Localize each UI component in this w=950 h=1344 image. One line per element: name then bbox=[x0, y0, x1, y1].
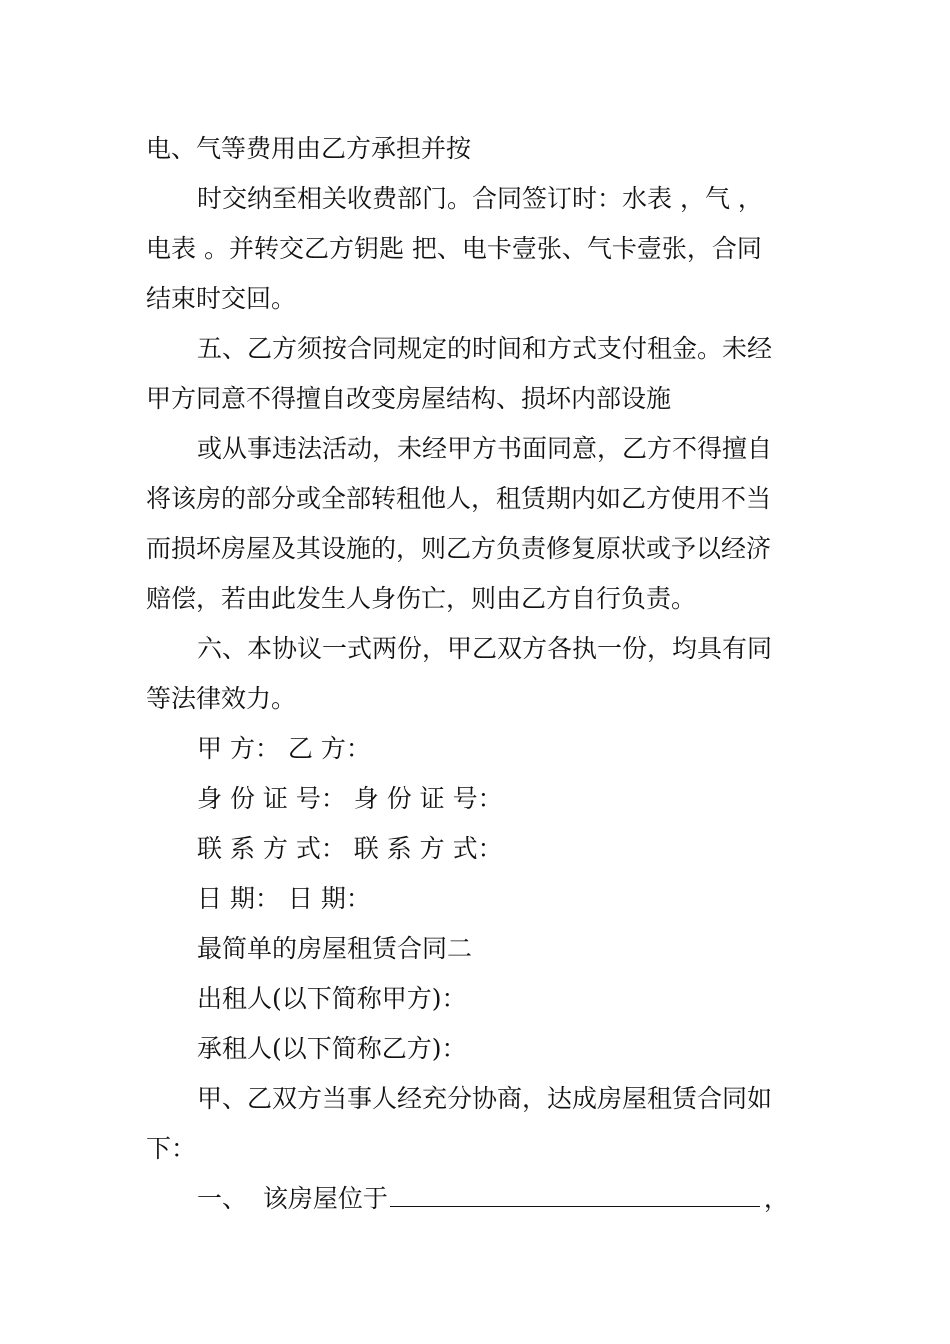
clause-five-line-6: 赔偿，若由此发生人身伤亡，则由乙方自行负责。 bbox=[146, 584, 697, 613]
signature-date-line: 日 期： 日 期： bbox=[197, 884, 371, 913]
contract-two-title: 最简单的房屋租赁合同二 bbox=[197, 934, 473, 963]
clause-five-line-3: 或从事违法活动，未经甲方书面同意，乙方不得擅自 bbox=[197, 434, 773, 463]
signature-contact-line: 联 系 方 式： 联 系 方 式： bbox=[197, 834, 503, 863]
text-line-1: 电、气等费用由乙方承担并按 bbox=[146, 134, 472, 163]
text-line-3: 电表 。并转交乙方钥匙 把、电卡壹张、气卡壹张，合同 bbox=[146, 234, 762, 263]
lessor-line: 出租人(以下简称甲方)： bbox=[197, 984, 467, 1013]
clause-five-line-4: 将该房的部分或全部转租他人，租赁期内如乙方使用不当 bbox=[146, 484, 772, 513]
clause-six-line-1: 六、本协议一式两份，甲乙双方各执一份，均具有同 bbox=[197, 634, 773, 663]
text-line-2: 时交纳至相关收费部门。合同签订时：水表 ，气 ， bbox=[197, 184, 763, 213]
agreement-intro-line-2: 下： bbox=[146, 1134, 197, 1163]
lessee-line: 承租人(以下简称乙方)： bbox=[197, 1034, 467, 1063]
signature-id-line: 身 份 证 号： 身 份 证 号： bbox=[197, 784, 503, 813]
clause-one-line bbox=[197, 1184, 789, 1214]
signature-party-line: 甲 方： 乙 方： bbox=[197, 734, 371, 763]
clause-one-suffix: ， bbox=[763, 1184, 789, 1213]
address-blank-underline bbox=[390, 1184, 760, 1207]
clause-five-line-5: 而损坏房屋及其设施的，则乙方负责修复原状或予以经济 bbox=[146, 534, 772, 563]
clause-five-line-1: 五、乙方须按合同规定的时间和方式支付租金。未经 bbox=[197, 334, 773, 363]
agreement-intro-line-1: 甲、乙双方当事人经充分协商，达成房屋租赁合同如 bbox=[197, 1084, 773, 1113]
clause-six-line-2: 等法律效力。 bbox=[146, 684, 297, 713]
text-line-4: 结束时交回。 bbox=[146, 284, 297, 313]
clause-one-prefix: 一、 该房屋位于 bbox=[197, 1184, 388, 1213]
clause-five-line-2: 甲方同意不得擅自改变房屋结构、损坏内部设施 bbox=[146, 384, 672, 413]
